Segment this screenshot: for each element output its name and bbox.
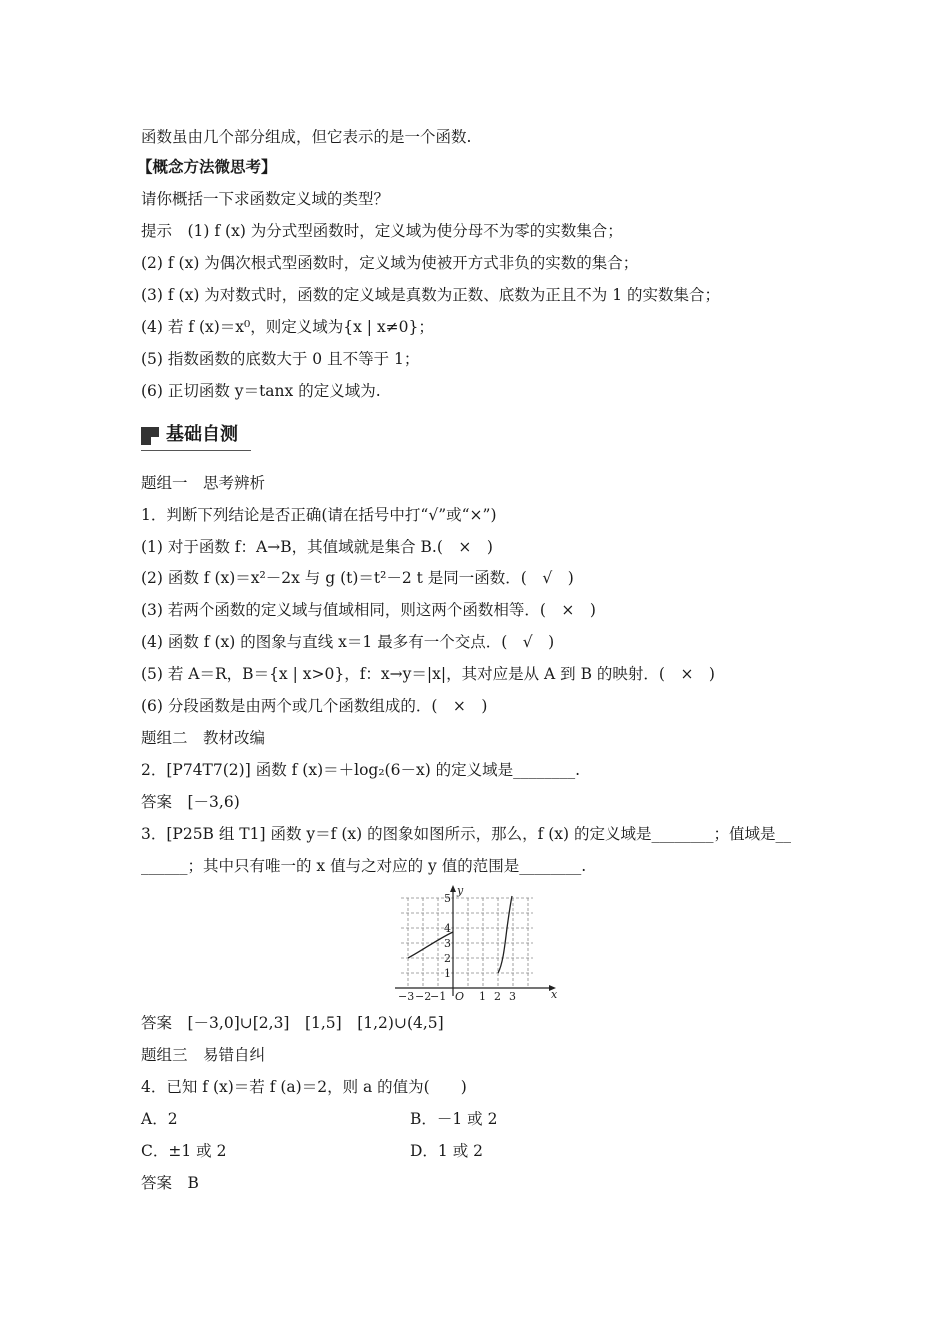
- group-heading: 题组二 教材改编: [141, 729, 266, 747]
- answer-3: 答案 [－3,0]∪[2,3] [1,5] [1,2)∪(4,5]: [141, 1014, 444, 1032]
- answer-2: 答案 [－3,6): [141, 793, 240, 811]
- x-axis-label: x: [551, 988, 558, 1001]
- text-line: (5) 指数函数的底数大于 0 且不等于 1；: [141, 350, 420, 368]
- statement-3: (3) 若两个函数的定义域与值域相同，则这两个函数相等．( × ): [141, 601, 596, 619]
- statement-4: (4) 函数 f (x) 的图象与直线 x＝1 最多有一个交点．( √ ): [141, 633, 555, 651]
- y-tick: 4: [444, 922, 451, 935]
- option-b: B．－1 或 2: [410, 1110, 498, 1128]
- statement-5: (5) 若 A＝R，B＝{x | x>0}，f：x→y＝|x|，其对应是从 A 到 B 的映射．( × ): [141, 665, 715, 683]
- x-tick: 2: [494, 990, 501, 1002]
- function-graph: [393, 884, 563, 1002]
- origin-label: O: [455, 990, 465, 1002]
- group-heading: 题组一 思考辨析: [141, 474, 266, 492]
- option-c: C．±1 或 2: [141, 1142, 227, 1160]
- section-marker-icon: [141, 427, 159, 445]
- option-d: D．1 或 2: [410, 1142, 484, 1160]
- question-3-line-2: ______；其中只有唯一的 x 值与之对应的 y 值的范围是________.: [141, 857, 587, 875]
- text-line: (4) 若 f (x)＝x⁰，则定义域为{x | x≠0}；: [141, 318, 434, 336]
- question-4: 4．已知 f (x)＝若 f (a)＝2，则 a 的值为( ): [141, 1078, 467, 1096]
- section-title: 基础自测: [166, 424, 238, 445]
- option-a: A．2: [141, 1110, 178, 1128]
- question-3-line-1: 3．[P25B 组 T1] 函数 y＝f (x) 的图象如图所示，那么，f (x) 的定义域是________；值域是__: [141, 825, 792, 843]
- subheading: 【概念方法微思考】: [137, 157, 277, 176]
- y-tick: 5: [444, 892, 451, 905]
- section-underline: [141, 450, 251, 451]
- answer-4: 答案 B: [141, 1174, 199, 1192]
- text-line: 请你概括一下求函数定义域的类型？: [141, 190, 390, 208]
- x-tick: −2: [415, 990, 432, 1002]
- section-heading: [141, 423, 251, 453]
- statement-1: (1) 对于函数 f：A→B，其值域就是集合 B.( × ): [141, 538, 493, 556]
- group-heading: 题组三 易错自纠: [141, 1046, 266, 1064]
- statement-6: (6) 分段函数是由两个或几个函数组成的．( × ): [141, 697, 488, 715]
- y-axis-label: y: [457, 884, 464, 897]
- x-tick: −3: [398, 990, 415, 1002]
- curve-right: [498, 896, 512, 973]
- text-line: (3) f (x) 为对数式时，函数的定义域是真数为正数、底数为正且不为 1 的实数集合；: [141, 286, 721, 304]
- question-2: 2．[P74T7(2)] 函数 f (x)＝＋log₂(6－x) 的定义域是________.: [141, 761, 581, 779]
- x-tick: 1: [479, 990, 486, 1002]
- text-line: 提示 (1) f (x) 为分式型函数时，定义域为使分母不为零的实数集合；: [141, 222, 623, 240]
- y-tick: 1: [444, 967, 451, 980]
- text-line: 函数虽由几个部分组成，但它表示的是一个函数.: [141, 128, 472, 146]
- y-tick: 3: [444, 937, 451, 950]
- question-1: 1．判断下列结论是否正确(请在括号中打“√”或“×”): [141, 506, 497, 524]
- x-tick: 3: [509, 990, 516, 1002]
- text-line: (2) f (x) 为偶次根式型函数时，定义域为使被开方式非负的实数的集合；: [141, 254, 639, 272]
- statement-2: (2) 函数 f (x)＝x²－2x 与 g (t)＝t²－2 t 是同一函数．( √ ): [141, 569, 574, 587]
- y-tick: 2: [444, 952, 451, 965]
- x-tick: −1: [430, 990, 447, 1002]
- text-line: (6) 正切函数 y＝tanx 的定义域为.: [141, 382, 381, 400]
